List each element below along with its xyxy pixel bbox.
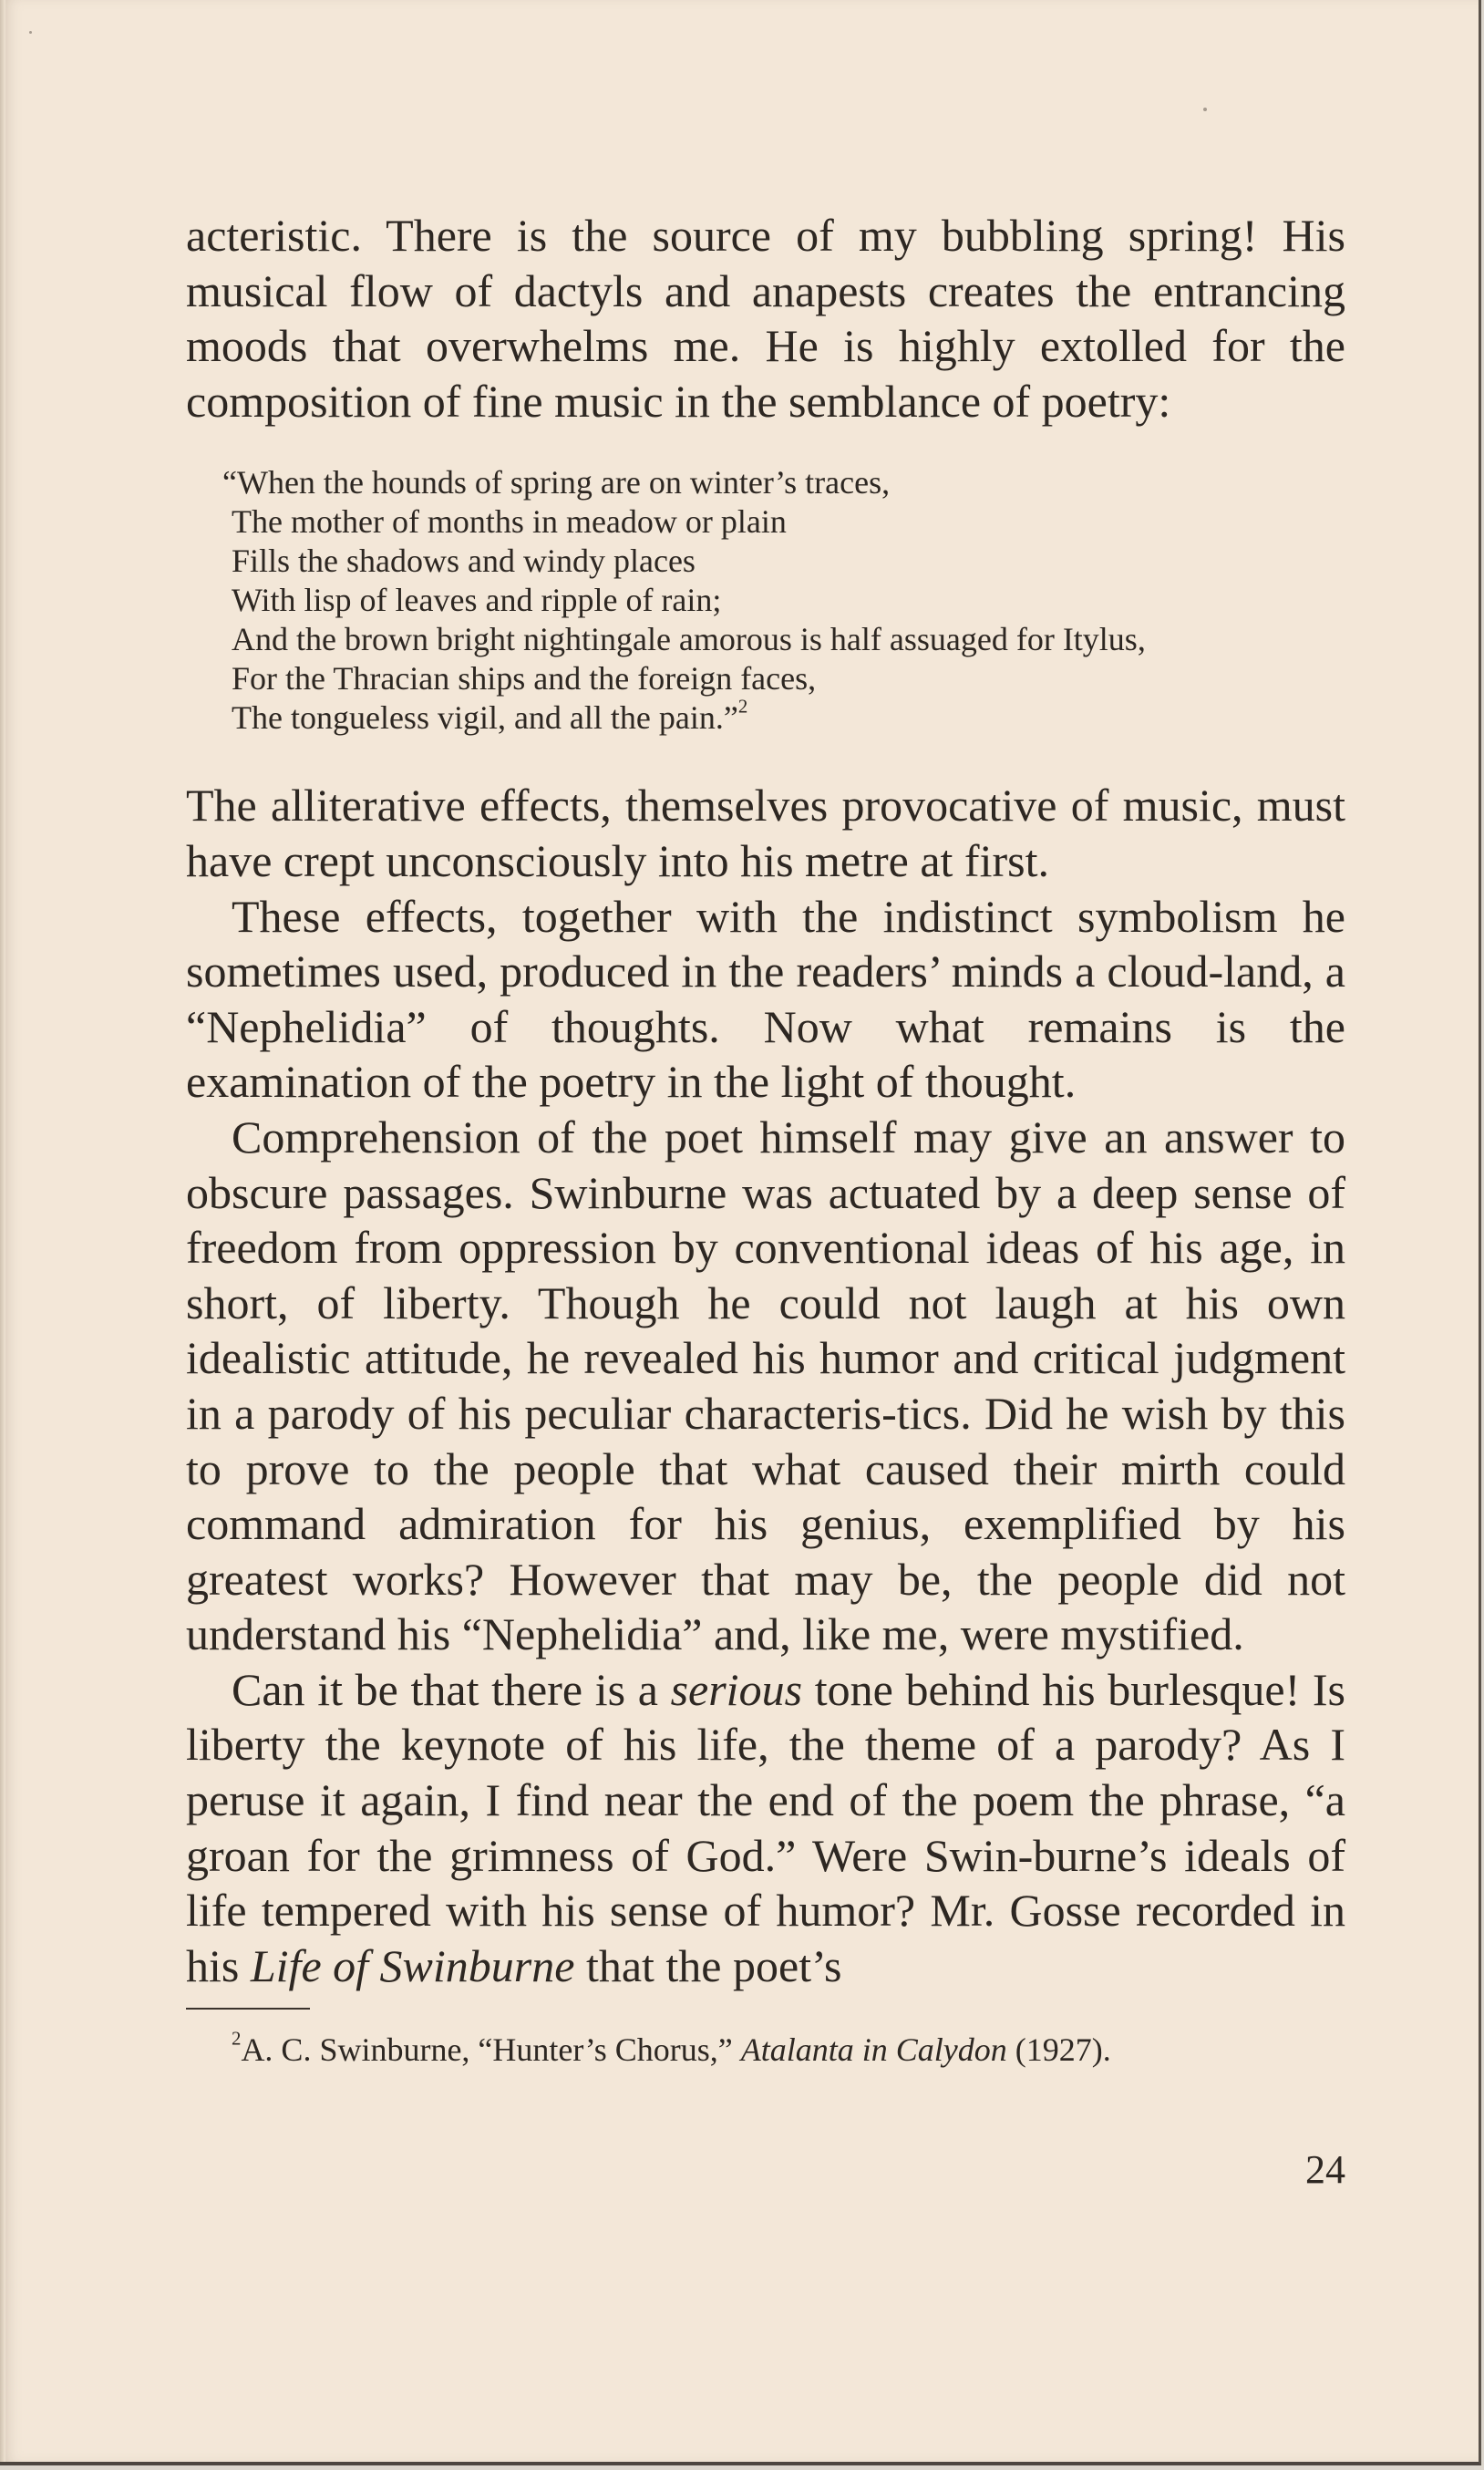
paper-speck [1203,108,1207,111]
verse-line: For the Thracian ships and the foreign faces, [232,660,817,698]
verse-line: The mother of months in meadow or plain [232,503,787,541]
footnote-rule [186,2008,310,2010]
verse-line-text: The tongueless vigil, and all the pain.” [232,699,738,737]
verse-line: With lisp of leaves and ripple of rain; [232,582,722,619]
paragraph-text: Can it be that there is a [232,1663,671,1715]
footnote-work-title: Atalanta in Calydon [740,2031,1007,2069]
paragraph: These effects, together with the indistinct symbolism he sometimes used, produced in the readers’ minds a cloud-land, a “Nephelidia” of thoughts. Now what remains is the examination of the poetry in the light of thought. [186,890,1345,1108]
verse-line-last [232,695,1345,738]
paragraph: The alliterative effects, themselves provocative of music, must have crept unconsciously into his metre at first. [186,780,1345,886]
paper-speck [29,31,32,34]
footnote-text: (1927). [1006,2031,1111,2069]
footnote-number: 2 [232,2027,242,2050]
emphasis-text: serious [670,1663,803,1715]
verse-quotation [222,463,1345,738]
paragraph: Comprehension of the poet himself may give an answer to obscure passages. Swinburne was actuated by a deep sense of freedom from oppression by conventional ideas of his age, in short, of liberty. Though he could not laugh at his own idealistic attitude, he revealed his humor and critical judgment in a parody of his peculiar characteris-tics. Did he wish by this to prove to the people that what caused their mirth could command admiration for his genius, exemplified by his greatest works? However that may be, the people did not understand his “Nephelidia” and, like me, were mystified. [186,1111,1345,1660]
footnote-text: A. C. Swinburne, “Hunter’s Chorus,” [241,2031,741,2069]
verse-line: And the brown bright nightingale amorous is half assuaged for Itylus, [232,621,1146,658]
verse-line: “When the hounds of spring are on winter’s traces, [222,464,891,501]
paragraph-text: tone behind his burlesque! Is liberty the keynote of his life, the theme of a parody? As I peruse it again, I find near the end of the poem the phrase, “a groan for the grimness of God.” Were Swin-burne’s ideals of life tempered with his sense of humor? Mr. Gosse recorded in his [186,1663,1345,1991]
paragraph-text: that the poet’s [574,1939,842,1991]
page-number: 24 [1305,2147,1345,2192]
paragraph: acteristic. There is the source of my bubbling spring! His musical flow of dactyls and anapests creates the entrancing moods that overwhelms me. He is highly extolled for the composition of fine music in the semblance of poetry: [186,210,1345,427]
body-text [186,208,1345,2070]
footnote-reference: 2 [737,695,748,718]
paragraph [186,1662,1345,1994]
book-title: Life of Swinburne [250,1939,575,1991]
verse-line: Fills the shadows and windy places [232,543,696,580]
footnote [232,2027,1345,2070]
